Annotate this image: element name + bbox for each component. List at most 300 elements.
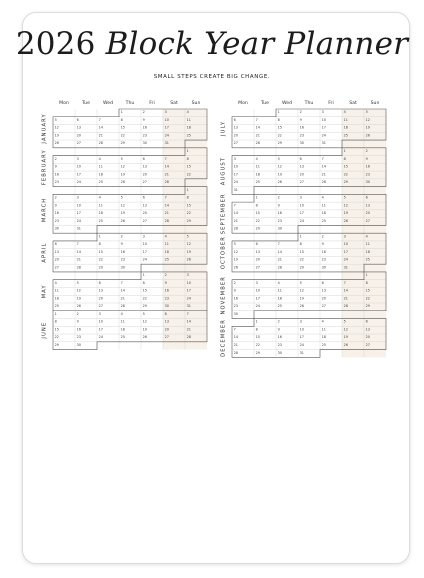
day-number[interactable]: 22: [299, 257, 304, 262]
day-number[interactable]: 4: [277, 280, 280, 285]
day-number[interactable]: 25: [321, 343, 326, 347]
day-number[interactable]: 25: [98, 218, 103, 223]
day-number[interactable]: 21: [343, 296, 348, 301]
day-number[interactable]: 16: [142, 125, 147, 130]
day-number[interactable]: 28: [321, 180, 326, 185]
day-number[interactable]: 1: [142, 273, 145, 278]
day-number[interactable]: 19: [120, 211, 125, 216]
day-number[interactable]: 8: [343, 156, 346, 161]
day-number[interactable]: 20: [299, 172, 304, 177]
day-number[interactable]: 10: [233, 164, 238, 169]
day-number[interactable]: 27: [164, 335, 169, 340]
day-number[interactable]: 20: [321, 296, 326, 301]
day-number[interactable]: 29: [142, 304, 147, 309]
day-number[interactable]: 19: [299, 296, 304, 301]
day-number[interactable]: 19: [54, 133, 59, 138]
day-number[interactable]: 5: [343, 319, 346, 324]
day-number[interactable]: 29: [255, 226, 260, 231]
day-number[interactable]: 7: [164, 195, 167, 200]
day-number[interactable]: 8: [186, 195, 189, 200]
day-number[interactable]: 16: [164, 288, 169, 293]
day-number[interactable]: 15: [98, 249, 103, 254]
day-number[interactable]: 12: [299, 288, 304, 293]
day-number[interactable]: 15: [186, 164, 191, 169]
day-number[interactable]: 25: [321, 218, 326, 223]
day-number[interactable]: 26: [343, 218, 348, 223]
day-number[interactable]: 13: [233, 125, 238, 130]
day-number[interactable]: 25: [277, 304, 282, 309]
day-number[interactable]: 24: [98, 335, 103, 340]
day-number[interactable]: 17: [98, 327, 103, 332]
day-number[interactable]: 11: [321, 327, 326, 332]
day-number[interactable]: 9: [120, 242, 123, 247]
day-number[interactable]: 26: [343, 343, 348, 347]
day-number[interactable]: 24: [321, 133, 326, 138]
day-number[interactable]: 5: [343, 195, 346, 200]
day-number[interactable]: 16: [76, 327, 81, 332]
day-number[interactable]: 11: [255, 164, 260, 169]
day-number[interactable]: 3: [98, 311, 101, 316]
day-number[interactable]: 28: [164, 180, 169, 185]
day-number[interactable]: 13: [54, 249, 59, 254]
day-number[interactable]: 12: [142, 319, 147, 324]
day-number[interactable]: 23: [76, 335, 81, 340]
day-number[interactable]: 16: [277, 211, 282, 216]
day-number[interactable]: 6: [255, 242, 258, 247]
day-number[interactable]: 25: [365, 257, 370, 262]
day-number[interactable]: 22: [255, 218, 260, 223]
day-number[interactable]: 16: [365, 164, 370, 169]
day-number[interactable]: 22: [365, 296, 370, 301]
day-number[interactable]: 23: [233, 304, 238, 309]
day-number[interactable]: 21: [233, 218, 238, 223]
day-number[interactable]: 1: [186, 187, 189, 192]
day-number[interactable]: 19: [233, 257, 238, 262]
day-number[interactable]: 1: [120, 110, 123, 115]
day-number[interactable]: 4: [120, 311, 123, 316]
day-number[interactable]: 9: [54, 203, 57, 208]
day-number[interactable]: 26: [299, 304, 304, 309]
day-number[interactable]: 8: [98, 242, 101, 247]
day-number[interactable]: 3: [255, 280, 258, 285]
day-number[interactable]: 4: [365, 234, 368, 239]
day-number[interactable]: 2: [277, 319, 280, 324]
day-number[interactable]: 1: [98, 234, 101, 239]
day-number[interactable]: 11: [98, 164, 103, 169]
day-number[interactable]: 2: [54, 195, 57, 200]
day-number[interactable]: 3: [142, 234, 145, 239]
day-number[interactable]: 18: [365, 249, 370, 254]
day-number[interactable]: 10: [76, 164, 81, 169]
day-number[interactable]: 15: [255, 211, 260, 216]
day-number[interactable]: 24: [76, 180, 81, 185]
day-number[interactable]: 30: [321, 265, 326, 270]
day-number[interactable]: 5: [299, 280, 302, 285]
day-number[interactable]: 21: [76, 257, 81, 262]
day-number[interactable]: 10: [255, 288, 260, 293]
day-number[interactable]: 7: [343, 280, 346, 285]
day-number[interactable]: 9: [142, 117, 145, 122]
day-number[interactable]: 10: [142, 242, 147, 247]
day-number[interactable]: 2: [164, 273, 167, 278]
day-number[interactable]: 11: [321, 203, 326, 208]
day-number[interactable]: 3: [233, 156, 236, 161]
day-number[interactable]: 3: [76, 156, 79, 161]
day-number[interactable]: 21: [321, 172, 326, 177]
day-number[interactable]: 23: [299, 133, 304, 138]
day-number[interactable]: 4: [186, 110, 189, 115]
day-number[interactable]: 8: [186, 156, 189, 161]
day-number[interactable]: 6: [76, 117, 79, 122]
day-number[interactable]: 4: [98, 156, 101, 161]
day-number[interactable]: 19: [76, 296, 81, 301]
day-number[interactable]: 14: [321, 164, 326, 169]
day-number[interactable]: 10: [321, 117, 326, 122]
day-number[interactable]: 24: [343, 257, 348, 262]
day-number[interactable]: 21: [277, 257, 282, 262]
day-number[interactable]: 18: [255, 172, 260, 177]
day-number[interactable]: 15: [186, 203, 191, 208]
day-number[interactable]: 11: [164, 242, 169, 247]
day-number[interactable]: 31: [164, 141, 169, 146]
day-number[interactable]: 28: [277, 265, 282, 270]
day-number[interactable]: 13: [365, 203, 370, 208]
day-number[interactable]: 24: [164, 133, 169, 138]
day-number[interactable]: 22: [120, 133, 125, 138]
day-number[interactable]: 30: [120, 265, 125, 270]
day-number[interactable]: 26: [277, 180, 282, 185]
day-number[interactable]: 21: [120, 296, 125, 301]
day-number[interactable]: 20: [365, 211, 370, 216]
day-number[interactable]: 27: [299, 180, 304, 185]
day-number[interactable]: 28: [164, 218, 169, 223]
day-number[interactable]: 21: [164, 211, 169, 216]
day-number[interactable]: 20: [365, 335, 370, 340]
day-number[interactable]: 4: [343, 110, 346, 115]
day-number[interactable]: 8: [54, 319, 57, 324]
day-number[interactable]: 9: [164, 280, 167, 285]
day-number[interactable]: 30: [76, 343, 81, 347]
day-number[interactable]: 22: [343, 172, 348, 177]
day-number[interactable]: 12: [120, 164, 125, 169]
day-number[interactable]: 23: [54, 180, 59, 185]
day-number[interactable]: 24: [233, 180, 238, 185]
day-number[interactable]: 20: [233, 133, 238, 138]
day-number[interactable]: 28: [343, 304, 348, 309]
day-number[interactable]: 5: [76, 280, 79, 285]
day-number[interactable]: 27: [54, 265, 59, 270]
day-number[interactable]: 21: [255, 133, 260, 138]
day-number[interactable]: 13: [299, 164, 304, 169]
day-number[interactable]: 23: [365, 172, 370, 177]
day-number[interactable]: 5: [142, 311, 145, 316]
day-number[interactable]: 18: [98, 172, 103, 177]
day-number[interactable]: 7: [164, 156, 167, 161]
day-number[interactable]: 6: [321, 280, 324, 285]
day-number[interactable]: 22: [186, 211, 191, 216]
day-number[interactable]: 13: [142, 164, 147, 169]
day-number[interactable]: 20: [98, 296, 103, 301]
day-number[interactable]: 19: [142, 327, 147, 332]
day-number[interactable]: 19: [343, 335, 348, 340]
day-number[interactable]: 25: [164, 257, 169, 262]
day-number[interactable]: 2: [142, 110, 145, 115]
day-number[interactable]: 28: [120, 304, 125, 309]
day-number[interactable]: 18: [98, 211, 103, 216]
day-number[interactable]: 19: [277, 172, 282, 177]
day-number[interactable]: 31: [321, 141, 326, 146]
day-number[interactable]: 27: [142, 180, 147, 185]
day-number[interactable]: 13: [255, 249, 260, 254]
day-number[interactable]: 18: [321, 211, 326, 216]
day-number[interactable]: 15: [343, 164, 348, 169]
day-number[interactable]: 2: [54, 156, 57, 161]
day-number[interactable]: 24: [299, 343, 304, 347]
day-number[interactable]: 6: [98, 280, 101, 285]
day-number[interactable]: 29: [277, 141, 282, 146]
day-number[interactable]: 4: [164, 234, 167, 239]
day-number[interactable]: 17: [164, 125, 169, 130]
day-number[interactable]: 30: [164, 304, 169, 309]
day-number[interactable]: 14: [233, 211, 238, 216]
day-number[interactable]: 24: [142, 257, 147, 262]
day-number[interactable]: 30: [365, 180, 370, 185]
day-number[interactable]: 1: [277, 110, 280, 115]
day-number[interactable]: 1: [255, 195, 258, 200]
day-number[interactable]: 11: [343, 117, 348, 122]
day-number[interactable]: 27: [98, 304, 103, 309]
day-number[interactable]: 7: [98, 117, 101, 122]
day-number[interactable]: 16: [54, 211, 59, 216]
day-number[interactable]: 27: [76, 141, 81, 146]
day-number[interactable]: 17: [233, 172, 238, 177]
day-number[interactable]: 26: [186, 257, 191, 262]
day-number[interactable]: 9: [299, 117, 302, 122]
day-number[interactable]: 2: [76, 311, 79, 316]
day-number[interactable]: 12: [233, 249, 238, 254]
day-number[interactable]: 29: [120, 141, 125, 146]
day-number[interactable]: 27: [321, 304, 326, 309]
day-number[interactable]: 15: [299, 249, 304, 254]
day-number[interactable]: 7: [120, 280, 123, 285]
day-number[interactable]: 1: [299, 234, 302, 239]
day-number[interactable]: 6: [142, 195, 145, 200]
day-number[interactable]: 10: [164, 117, 169, 122]
day-number[interactable]: 13: [76, 125, 81, 130]
day-number[interactable]: 23: [54, 218, 59, 223]
day-number[interactable]: 5: [365, 110, 368, 115]
day-number[interactable]: 24: [255, 304, 260, 309]
day-number[interactable]: 22: [142, 296, 147, 301]
day-number[interactable]: 26: [120, 180, 125, 185]
day-number[interactable]: 22: [98, 257, 103, 262]
day-number[interactable]: 8: [255, 203, 258, 208]
day-number[interactable]: 8: [255, 327, 258, 332]
day-number[interactable]: 30: [142, 141, 147, 146]
day-number[interactable]: 7: [233, 327, 236, 332]
day-number[interactable]: 6: [365, 195, 368, 200]
day-number[interactable]: 21: [98, 133, 103, 138]
day-number[interactable]: 5: [186, 234, 189, 239]
day-number[interactable]: 2: [120, 234, 123, 239]
day-number[interactable]: 14: [98, 125, 103, 130]
day-number[interactable]: 22: [186, 172, 191, 177]
day-number[interactable]: 17: [321, 125, 326, 130]
day-number[interactable]: 14: [164, 203, 169, 208]
day-number[interactable]: 4: [255, 156, 258, 161]
day-number[interactable]: 30: [299, 141, 304, 146]
day-number[interactable]: 3: [76, 195, 79, 200]
day-number[interactable]: 13: [365, 327, 370, 332]
day-number[interactable]: 12: [186, 242, 191, 247]
day-number[interactable]: 29: [343, 180, 348, 185]
day-number[interactable]: 10: [186, 280, 191, 285]
day-number[interactable]: 13: [321, 288, 326, 293]
day-number[interactable]: 4: [321, 319, 324, 324]
day-number[interactable]: 6: [54, 242, 57, 247]
day-number[interactable]: 14: [233, 335, 238, 340]
day-number[interactable]: 3: [321, 110, 324, 115]
day-number[interactable]: 17: [186, 288, 191, 293]
day-number[interactable]: 25: [98, 180, 103, 185]
day-number[interactable]: 8: [299, 242, 302, 247]
day-number[interactable]: 18: [164, 249, 169, 254]
day-number[interactable]: 2: [365, 149, 368, 153]
day-number[interactable]: 12: [76, 288, 81, 293]
day-number[interactable]: 2: [321, 234, 324, 239]
day-number[interactable]: 9: [321, 242, 324, 247]
day-number[interactable]: 15: [120, 125, 125, 130]
day-number[interactable]: 25: [120, 335, 125, 340]
day-number[interactable]: 7: [186, 311, 189, 316]
day-number[interactable]: 7: [255, 117, 258, 122]
day-number[interactable]: 11: [120, 319, 125, 324]
day-number[interactable]: 14: [186, 319, 191, 324]
day-number[interactable]: 27: [365, 343, 370, 347]
day-number[interactable]: 8: [365, 280, 368, 285]
day-number[interactable]: 3: [299, 319, 302, 324]
day-number[interactable]: 4: [321, 195, 324, 200]
day-number[interactable]: 18: [54, 296, 59, 301]
day-number[interactable]: 12: [365, 117, 370, 122]
day-number[interactable]: 17: [76, 172, 81, 177]
day-number[interactable]: 24: [76, 218, 81, 223]
day-number[interactable]: 12: [277, 164, 282, 169]
day-number[interactable]: 19: [120, 172, 125, 177]
day-number[interactable]: 3: [186, 273, 189, 278]
day-number[interactable]: 26: [54, 141, 59, 146]
day-number[interactable]: 17: [343, 249, 348, 254]
day-number[interactable]: 21: [233, 343, 238, 347]
day-number[interactable]: 22: [54, 335, 59, 340]
day-number[interactable]: 25: [54, 304, 59, 309]
day-number[interactable]: 28: [233, 226, 238, 231]
day-number[interactable]: 2: [277, 195, 280, 200]
day-number[interactable]: 20: [164, 327, 169, 332]
day-number[interactable]: 12: [120, 203, 125, 208]
day-number[interactable]: 12: [343, 203, 348, 208]
day-number[interactable]: 15: [365, 288, 370, 293]
day-number[interactable]: 9: [233, 288, 236, 293]
day-number[interactable]: 26: [233, 265, 238, 270]
day-number[interactable]: 17: [299, 335, 304, 340]
day-number[interactable]: 11: [186, 117, 191, 122]
day-number[interactable]: 4: [98, 195, 101, 200]
day-number[interactable]: 26: [142, 335, 147, 340]
day-number[interactable]: 30: [277, 226, 282, 231]
day-number[interactable]: 15: [54, 327, 59, 332]
day-number[interactable]: 1: [255, 319, 258, 324]
day-number[interactable]: 7: [76, 242, 79, 247]
day-number[interactable]: 14: [277, 249, 282, 254]
day-number[interactable]: 20: [54, 257, 59, 262]
day-number[interactable]: 5: [120, 195, 123, 200]
day-number[interactable]: 19: [365, 125, 370, 130]
day-number[interactable]: 16: [321, 249, 326, 254]
day-number[interactable]: 20: [142, 172, 147, 177]
day-number[interactable]: 9: [76, 319, 79, 324]
day-number[interactable]: 27: [255, 265, 260, 270]
day-number[interactable]: 28: [186, 335, 191, 340]
day-number[interactable]: 31: [343, 265, 348, 270]
day-number[interactable]: 2: [299, 110, 302, 115]
day-number[interactable]: 23: [277, 218, 282, 223]
day-number[interactable]: 17: [142, 249, 147, 254]
day-number[interactable]: 4: [54, 280, 57, 285]
day-number[interactable]: 1: [365, 273, 368, 278]
day-number[interactable]: 19: [186, 249, 191, 254]
day-number[interactable]: 28: [233, 350, 238, 355]
day-number[interactable]: 17: [255, 296, 260, 301]
day-number[interactable]: 23: [277, 343, 282, 347]
day-number[interactable]: 9: [277, 203, 280, 208]
day-number[interactable]: 6: [233, 117, 236, 122]
day-number[interactable]: 29: [186, 218, 191, 223]
day-number[interactable]: 9: [365, 156, 368, 161]
day-number[interactable]: 9: [54, 164, 57, 169]
day-number[interactable]: 10: [98, 319, 103, 324]
day-number[interactable]: 8: [142, 280, 145, 285]
day-number[interactable]: 17: [76, 211, 81, 216]
day-number[interactable]: 29: [54, 343, 59, 347]
day-number[interactable]: 27: [233, 141, 238, 146]
day-number[interactable]: 30: [277, 350, 282, 355]
day-number[interactable]: 28: [98, 141, 103, 146]
day-number[interactable]: 27: [365, 218, 370, 223]
day-number[interactable]: 3: [343, 234, 346, 239]
day-number[interactable]: 14: [164, 164, 169, 169]
day-number[interactable]: 26: [76, 304, 81, 309]
day-number[interactable]: 11: [365, 242, 370, 247]
day-number[interactable]: 6: [365, 319, 368, 324]
day-number[interactable]: 26: [120, 218, 125, 223]
day-number[interactable]: 23: [120, 257, 125, 262]
day-number[interactable]: 29: [365, 304, 370, 309]
day-number[interactable]: 25: [343, 133, 348, 138]
day-number[interactable]: 24: [299, 218, 304, 223]
day-number[interactable]: 12: [54, 125, 59, 130]
day-number[interactable]: 16: [54, 172, 59, 177]
day-number[interactable]: 1: [186, 149, 189, 153]
day-number[interactable]: 5: [54, 117, 57, 122]
day-number[interactable]: 21: [164, 172, 169, 177]
day-number[interactable]: 10: [299, 203, 304, 208]
day-number[interactable]: 23: [321, 257, 326, 262]
day-number[interactable]: 5: [120, 156, 123, 161]
day-number[interactable]: 14: [255, 125, 260, 130]
day-number[interactable]: 7: [321, 156, 324, 161]
day-number[interactable]: 27: [142, 218, 147, 223]
